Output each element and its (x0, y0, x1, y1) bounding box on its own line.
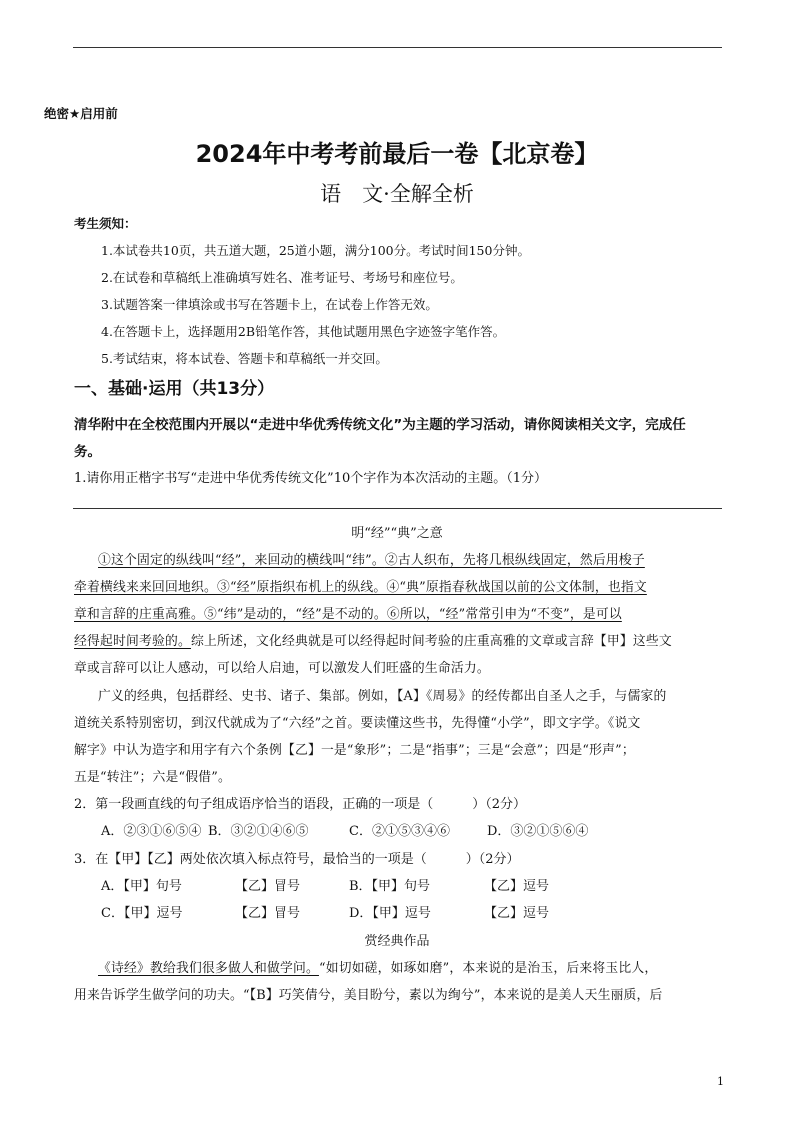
q3-option-c-jia: C．【甲】逗号 (101, 906, 183, 921)
passage-line (74, 630, 722, 649)
notice-item: 5.考试结束，将本试卷、答题卡和草稿纸一并交回。 (101, 351, 388, 366)
passage-line (74, 576, 722, 595)
q3-option-a-jia: A．【甲】句号 (101, 879, 182, 894)
page-title: 2024年中考考前最后一卷【北京卷】 (195, 140, 599, 168)
notice-item: 2.在试卷和草稿纸上准确填写姓名、准考证号、考场号和座位号。 (101, 270, 463, 285)
passage-line (98, 549, 746, 568)
section-intro-line: 务。 (74, 444, 101, 460)
q3-option-b-yi: 【乙】逗号 (484, 879, 550, 894)
q2-option-c: C．②①⑤③④⑥ (349, 824, 450, 839)
passage-line (98, 957, 746, 976)
passage-line (74, 603, 722, 622)
notice-item: 1.本试卷共10页，共五道大题，25道小题，满分100分。考试时间150分钟。 (101, 243, 530, 258)
header-rule (73, 47, 722, 48)
passage-line: 道统关系特别密切，到汉代就成为了“六经”之首。要读懂这些书，先得懂“小学”，即文字学。《说文 (74, 716, 641, 731)
page-number: 1 (717, 1075, 724, 1088)
underlined-sentence: 经得起时间考验的。 (74, 634, 191, 649)
answer-rule (73, 508, 722, 509)
passage-line: 五是“转注”；六是“假借”。 (74, 770, 231, 785)
notice-item: 4.在答题卡上，选择题用2B铅笔作答，其他试题用黑色字迹签字笔作答。 (101, 324, 506, 339)
page-subtitle: 语 文·全解全析 (320, 182, 474, 206)
q2-option-d: D．③②①⑤⑥④ (487, 824, 589, 839)
q3-option-c-yi: 【乙】冒号 (235, 906, 301, 921)
section-heading: 一、基础·运用（共13分） (74, 379, 275, 399)
passage-line: 广义的经典，包括群经、史书、诸子、集部。例如，【A】《周易》的经传都出自圣人之手，与儒家的 (98, 689, 667, 704)
underlined-sentence: ①这个固定的纵线叫“经”，来回动的横线叫“纬”。 (98, 553, 385, 568)
section-intro-line: 清华附中在全校范围内开展以“走进中华优秀传统文化”为主题的学习活动，请你阅读相关文字，完成任 (74, 417, 686, 433)
question-1: 1.请你用正楷字书写“走进中华优秀传统文化”10个字作为本次活动的主题。（1分） (74, 471, 548, 486)
q3-option-a-yi: 【乙】冒号 (235, 879, 301, 894)
passage-title: 赏经典作品 (364, 934, 430, 949)
q3-option-d-jia: D．【甲】逗号 (349, 906, 431, 921)
underlined-sentence: ②古人织布，先将几根纵线固定，然后用梭子 (384, 553, 645, 568)
q2-option-b: B．③②①④⑥⑤ (208, 824, 309, 839)
underlined-sentence: 章和言辞的庄重高雅。⑤“纬”是动的，“经”是不动的。⑥所以，“经”常常引申为“不变”，是可以 (74, 607, 622, 622)
question-2-stem: 2．第一段画直线的句子组成语序恰当的语段，正确的一项是（ ）（2分） (74, 797, 527, 812)
passage-line: 解字》中认为造字和用字有六个条例【乙】一是“象形”；二是“指事”；三是“会意”；四是“形声”； (74, 743, 635, 758)
passage-line: 章或言辞可以让人感动，可以给人启迪，可以激发人们旺盛的生命活力。 (74, 661, 490, 676)
passage-text: “如切如磋，如琢如磨”，本来说的是治玉，后来将玉比人， (318, 961, 658, 976)
passage-line: 用来告诉学生做学问的功夫。“【B】巧笑倩兮，美目盼兮，素以为绚兮”，本来说的是美人天生丽质，后 (74, 988, 663, 1003)
passage-text: 综上所述，文化经典就是可以经得起时间考验的庄重高雅的文章或言辞【甲】这些文 (190, 634, 672, 649)
passage-title: 明“经”“典”之意 (351, 526, 443, 541)
question-3-stem: 3．在【甲】【乙】两处依次填入标点符号，最恰当的一项是（ ）（2分） (74, 852, 520, 867)
underlined-sentence: 牵着横线来来回回地织。③“经”原指织布机上的纵线。④“典”原指春秋战国以前的公文体制，也指文 (74, 580, 647, 595)
q3-option-d-yi: 【乙】逗号 (484, 906, 550, 921)
secret-label: 绝密★启用前 (44, 106, 118, 121)
underlined-sentence: 《诗经》教给我们很多做人和做学问。 (98, 961, 319, 976)
notice-item: 3.试题答案一律填涂或书写在答题卡上，在试卷上作答无效。 (101, 297, 438, 312)
q3-option-b-jia: B．【甲】句号 (349, 879, 431, 894)
q2-option-a: A．②③①⑥⑤④ (101, 824, 202, 839)
notice-heading: 考生须知： (74, 216, 137, 231)
